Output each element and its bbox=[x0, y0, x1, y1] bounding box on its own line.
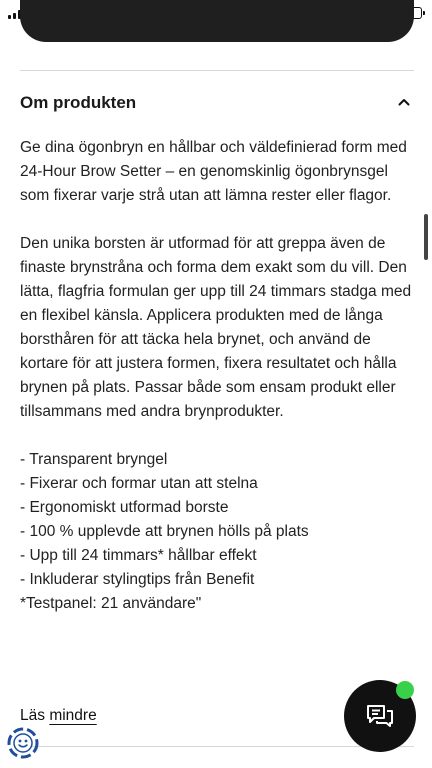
read-less-underlined: mindre bbox=[49, 707, 97, 724]
read-less-prefix: Läs bbox=[20, 707, 50, 724]
accessibility-icon[interactable] bbox=[6, 726, 40, 760]
scrollbar[interactable] bbox=[424, 214, 428, 260]
footnote: *Testpanel: 21 användare" bbox=[20, 595, 202, 612]
feature-list bbox=[20, 448, 414, 592]
add-to-cart-button[interactable] bbox=[20, 0, 414, 42]
read-less-link[interactable] bbox=[20, 707, 97, 725]
product-description bbox=[20, 136, 414, 616]
description-paragraph: Ge dina ögonbryn en hållbar och väldefinierad form med 24-Hour Brow Setter – en genomskinlig ögonbrynsgel som fixerar varje strå utan att lämna rester eller flagor. bbox=[20, 139, 407, 204]
feature-item: - 100 % upplevde att brynen hölls på plats bbox=[20, 523, 309, 540]
online-status-dot bbox=[396, 681, 414, 699]
chat-icon bbox=[366, 704, 394, 728]
divider bbox=[20, 70, 414, 71]
accordion-header[interactable] bbox=[20, 88, 414, 118]
feature-item: - Upp till 24 timmars* hållbar effekt bbox=[20, 547, 257, 564]
section-title: Om produkten bbox=[20, 93, 137, 112]
feature-item: - Inkluderar stylingtips från Benefit bbox=[20, 571, 255, 588]
feature-item: - Ergonomiskt utformad borste bbox=[20, 499, 229, 516]
divider bbox=[20, 746, 414, 747]
chevron-up-icon[interactable] bbox=[398, 96, 410, 108]
feature-item: - Transparent bryngel bbox=[20, 451, 168, 468]
description-paragraph: Den unika borsten är utformad för att greppa även de finaste brynstråna och forma dem exakt som du vill. Den lätta, flagfria formulan ger upp till 24 timmars stadga med en flexibel känsla. Applicera produkten med de långa borsthåren för att täcka hela brynet, och använd de kortare för att justera formen, fixera resultatet och hålla brynen på plats. Passar både som ensam produkt eller tillsammans med andra brynprodukter. bbox=[20, 235, 412, 420]
feature-item: - Fixerar och formar utan att stelna bbox=[20, 475, 258, 492]
